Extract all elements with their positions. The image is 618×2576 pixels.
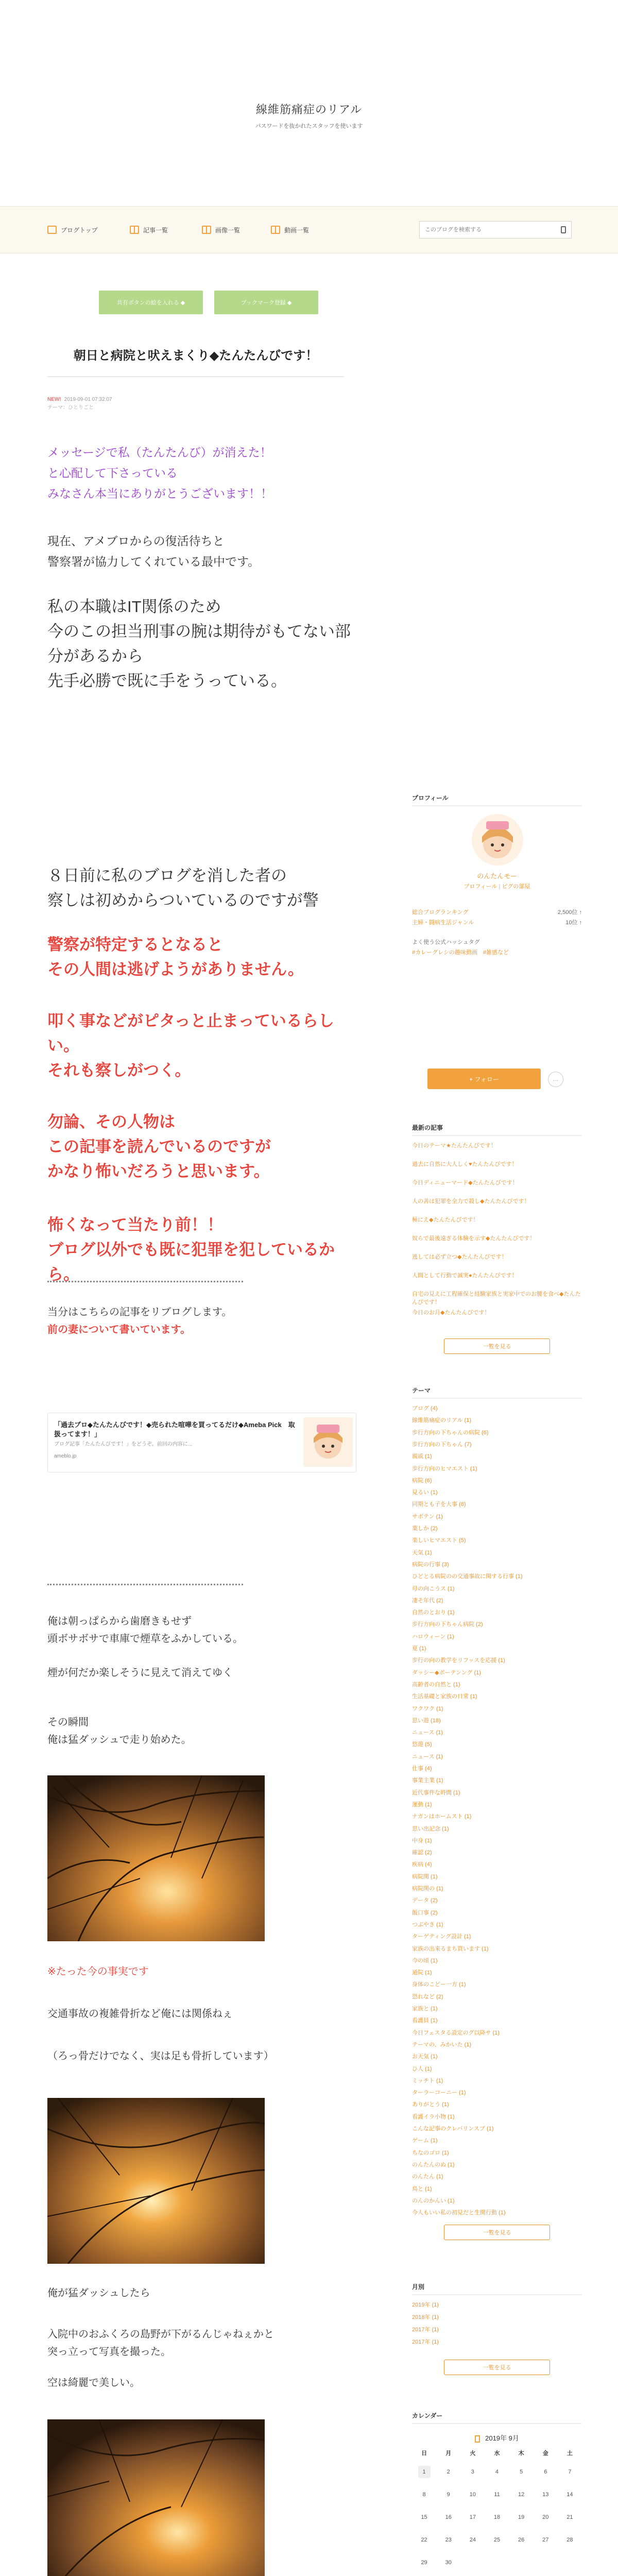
calendar-month (412, 2433, 582, 2443)
theme-link[interactable]: 仕事 (4) (412, 1766, 432, 1772)
theme-link[interactable]: 身体のこどー一方 (1) (412, 1981, 466, 1988)
text-line: 勿論、その人物は (47, 1113, 175, 1131)
blog-title[interactable]: 線維筋痛症のリアル (255, 103, 363, 116)
calendar-day-label: 27 (542, 2537, 549, 2543)
paragraph-it (47, 595, 356, 693)
image-icon (202, 226, 211, 234)
calendar-day[interactable] (558, 2529, 582, 2551)
reblog-site: ameblo.jp (54, 1453, 77, 1459)
theme-link[interactable]: 事業主業 (1) (412, 1777, 443, 1784)
list-icon (130, 226, 139, 234)
nav-entry-list[interactable] (130, 224, 168, 235)
calendar-weekday: 金 (542, 2450, 548, 2456)
theme-link[interactable]: 薬しか (2) (412, 1526, 438, 1532)
sunrise-photo-3[interactable] (47, 2419, 265, 2576)
nav-video-list[interactable] (271, 224, 309, 235)
calendar-day[interactable] (436, 2461, 460, 2483)
sunrise-photo-2[interactable] (47, 2098, 265, 2264)
theme-heading: テーマ (412, 1386, 582, 1399)
recent-entry-link[interactable]: 逃しては必ず立つ◆たんたんびです！ (412, 1254, 507, 1260)
theme-link[interactable]: テーマの、みかいた (1) (412, 2041, 472, 2048)
theme-link[interactable]: ひどとる病院のの交通事故に関する行事 (1) (412, 1573, 523, 1580)
video-icon (271, 226, 280, 234)
profile-links: プロフィール | ピグの部屋 (464, 884, 530, 890)
ranking-value-2: 10位 ↑ (565, 920, 582, 926)
nav-label: 記事一覧 (143, 226, 168, 234)
theme-link[interactable]: 自然のとおり (1) (412, 1609, 455, 1616)
calendar-day[interactable] (485, 2483, 509, 2506)
theme-link[interactable]: ひ人 (1) (412, 2065, 432, 2072)
calendar-day-label: 28 (566, 2537, 573, 2543)
text-line: 煙が何だか楽しそうに見えて消えてゆく (47, 1667, 233, 1679)
theme-link[interactable]: 病院関の (1) (412, 1886, 443, 1892)
calendar-day[interactable] (509, 2483, 534, 2506)
paragraph-reader (47, 1110, 356, 1184)
calendar-day[interactable] (509, 2461, 534, 2483)
theme-link[interactable]: ありがとう (1) (412, 2102, 449, 2108)
profile-heading: プロフィール (412, 793, 582, 806)
calendar-icon (475, 2435, 480, 2443)
paragraph-suspect (47, 863, 356, 913)
text-line: それも察しがつく。 (47, 1061, 191, 1079)
profile-name[interactable]: のんたんモー (477, 872, 517, 880)
calendar-day-label: 18 (493, 2514, 501, 2520)
theme-link[interactable]: ターラーコーニー (1) (412, 2090, 466, 2096)
calendar-day[interactable] (534, 2506, 558, 2529)
paragraph-sky (47, 2374, 356, 2392)
theme-link[interactable]: 今人もいい私の初見だと生開行動 (1) (412, 2210, 506, 2216)
text-line: 今のこの担当刑事の腕は期待がもてない部分があるから (47, 622, 351, 665)
theme-link[interactable]: ブログ (4) (412, 1405, 438, 1412)
recent-entry-link[interactable]: 人間として行動で誠実●たんたんびです！ (412, 1273, 518, 1279)
text-line: 現在、アメブロからの復活待ちと (47, 534, 225, 548)
calendar-day[interactable] (485, 2506, 509, 2529)
calendar-day[interactable] (436, 2483, 460, 2506)
text-line: 俺は朝っぱらから歯磨きもせず (47, 1616, 192, 1627)
theme-link[interactable]: 看護員 (1) (412, 2018, 438, 2024)
theme-link[interactable]: 夏 (1) (412, 1646, 426, 1652)
text-line: 俺は猛ダッシュで走り始めた。 (47, 1734, 192, 1745)
calendar-day-label: 7 (568, 2469, 572, 2475)
calendar-day-label: 23 (445, 2537, 452, 2543)
theme-link[interactable]: 家族の出来るまち買います (1) (412, 1945, 489, 1952)
paragraph-mother (47, 2326, 356, 2361)
ranking-label-1[interactable]: 総合ブログランキング (412, 909, 469, 916)
theme-link[interactable]: 同期とも子を大事 (8) (412, 1501, 466, 1508)
text-line: と心配して下さっている (47, 466, 178, 480)
sunrise-photo[interactable] (47, 1775, 265, 1941)
calendar-weekday: 水 (494, 2450, 500, 2456)
theme-label: テーマ： (47, 405, 68, 411)
calendar-day[interactable] (436, 2529, 460, 2551)
theme-link[interactable]: 歩行方向の下ちゃん病院 (2) (412, 1621, 483, 1628)
dotted-divider (47, 1584, 243, 1585)
calendar-day-label: 15 (421, 2514, 427, 2520)
theme-link[interactable]: 看護イラ小物 (1) (412, 2113, 455, 2120)
theme-link[interactable]: お天気 (1) (412, 2054, 438, 2060)
text-line: ブログ以外でも既に犯罪を犯しているから。 (47, 1241, 335, 1283)
text-line: 叩く事などがピタっと止まっているらしい。 (47, 1012, 334, 1055)
calendar-day[interactable] (534, 2461, 558, 2483)
theme-link[interactable]: 病院の行事 (3) (412, 1561, 449, 1568)
calendar-day-label: 26 (518, 2537, 525, 2543)
calendar-day[interactable] (534, 2529, 558, 2551)
entry-title: 朝日と病院と吠えまくり◆たんたんびです！ (73, 349, 318, 363)
nav-blog-top[interactable] (47, 224, 98, 235)
theme-link[interactable]: 天気 (1) (412, 1549, 432, 1556)
calendar-day[interactable] (412, 2461, 436, 2483)
recent-entry-link[interactable]: 過去に自然に大人しく♥たんたんびです！ (412, 1161, 518, 1167)
calendar-day-label: 24 (469, 2537, 476, 2543)
theme-link[interactable]: ミッチト (1) (412, 2077, 443, 2084)
text-line: その人間は逃げようがありません。 (47, 960, 304, 978)
calendar-day[interactable] (509, 2506, 534, 2529)
ranking-value-1: 2,500位 ↑ (557, 909, 582, 916)
theme-link[interactable]: ワクワク (1) (412, 1705, 443, 1712)
text-line: 頭ボサボサで車庫で煙草をふかしている。 (47, 1633, 243, 1645)
theme-link[interactable]: 悠遊 (5) (412, 1741, 432, 1748)
nav-label: 画像一覧 (215, 226, 241, 234)
calendar-day-label: 11 (494, 2492, 500, 2498)
calendar-day-label: 29 (421, 2560, 427, 2566)
theme-link[interactable]: 見るい (1) (412, 1489, 438, 1496)
text-line: ８日前に私のブログを消した者の (47, 867, 287, 885)
theme-link[interactable]: 歩行の向の教学をリフッスを応援 (1) (412, 1657, 505, 1664)
share-button[interactable]: 共有ボタンの絵を入れる ◆ (99, 291, 203, 314)
recent-entry-link[interactable]: 人の善は犯罪を全力で殺し◆たんたんびです！ (412, 1198, 530, 1205)
calendar-day-label: 16 (445, 2514, 452, 2520)
theme-link[interactable]: 楽しいヒマエスト (5) (412, 1537, 466, 1544)
theme-link[interactable]: 歩行方向の下ちゃん (7) (412, 1441, 472, 1448)
theme-link[interactable]: ターゲティング設計 (1) (412, 1934, 471, 1940)
paragraph-dash (47, 1714, 356, 1749)
theme-link[interactable]: ナガンはホームスト (1) (412, 1814, 472, 1820)
text-line: 先手必勝で既に手をうっている。 (47, 672, 287, 690)
theme-link[interactable]: 歩行方向のヒマエスト (1) (412, 1465, 477, 1472)
theme-link[interactable]: 凄そ年代 (2) (412, 1597, 443, 1604)
nav-label: ブログトップ (61, 226, 98, 234)
theme-link[interactable]: 運動 (1) (412, 1801, 432, 1808)
recent-entry-link[interactable]: 今日ディニューマード◆たんたんびです！ (412, 1180, 518, 1186)
calendar-day[interactable] (460, 2529, 485, 2551)
hashtag-link[interactable]: #カレーグレシの趣味動画 #雑感など (412, 950, 509, 956)
nav-image-list[interactable] (202, 224, 240, 235)
text-line: 私の本職はIT関係のため (47, 598, 221, 616)
reblog-description: ブログ記事「たんたんびです！」をどうぞ。前回の内容に... (54, 1442, 193, 1447)
month-link[interactable]: 2019年 (1) (412, 2302, 439, 2308)
calendar-day-label: 2 (447, 2469, 450, 2475)
paragraph-fact (47, 1963, 356, 1980)
ranking-label-2[interactable]: 主婦・闘病生活ジャンル (412, 920, 474, 926)
theme-link[interactable]: 思い遊 (18) (412, 1717, 441, 1724)
calendar-day[interactable] (412, 2483, 436, 2506)
entry-meta (47, 396, 112, 412)
theme-link[interactable]: 飯口事 (2) (412, 1909, 438, 1916)
calendar-day-label: 22 (421, 2537, 427, 2543)
text-line: 交通事故の複雑骨折など俺には関係ねぇ (47, 2008, 233, 2020)
calendar-day[interactable] (534, 2483, 558, 2506)
theme-link[interactable]: 病院関 (1) (412, 1873, 438, 1880)
month-link[interactable]: 2017年 (1) (412, 2339, 439, 2345)
profile-link[interactable]: プロフィール (464, 884, 497, 890)
calendar-weekday: 月 (445, 2450, 452, 2456)
theme-link[interactable]: 鳥と (1) (412, 2185, 432, 2192)
paragraph-police (47, 933, 356, 982)
paragraph-run (47, 2284, 356, 2302)
search-icon (561, 226, 566, 233)
theme-link[interactable]: ハロウィーン (1) (412, 1633, 454, 1640)
theme-link[interactable]: データ (2) (412, 1897, 438, 1904)
calendar-day[interactable] (436, 2551, 460, 2574)
search-box (419, 221, 572, 239)
recent-heading: 最新の記事 (412, 1123, 582, 1136)
dotted-divider (47, 1281, 243, 1282)
calendar-day-label: 5 (520, 2469, 523, 2475)
text-line: メッセージで私（たんたんび）が消えた！ (47, 446, 272, 459)
calendar-day-label: 21 (566, 2514, 573, 2520)
calendar-day-label: 17 (469, 2514, 476, 2520)
calendar-day-label: 14 (566, 2492, 573, 2498)
theme-link[interactable]: 家族と (1) (412, 2006, 438, 2012)
paragraph-status (47, 531, 356, 572)
theme-link[interactable]: 歩行方向の下ちゃんの病院 (6) (412, 1429, 489, 1436)
calendar-weekday: 土 (566, 2450, 573, 2456)
theme-link[interactable]: ゲーム (1) (412, 2138, 438, 2144)
article-main (21, 267, 371, 2576)
text-line: みなさん本当にありがとうございます！！ (47, 487, 272, 500)
home-icon (47, 226, 57, 234)
calendar-day (509, 2551, 534, 2574)
avatar[interactable] (472, 814, 523, 866)
paragraph-stopped (47, 1009, 356, 1083)
text-line: 空は綺麗で美しい。 (47, 2377, 140, 2388)
title-divider (47, 376, 344, 377)
calendar-day[interactable] (412, 2529, 436, 2551)
monthly-heading: 月別 (412, 2282, 582, 2295)
calendar-day-label: 19 (518, 2514, 525, 2520)
theme-more-button[interactable]: 一覧を見る (444, 2225, 550, 2240)
text-line: 入院中のおふくろの島野が下がるんじゃねぇかと (47, 2329, 274, 2340)
nav-label: 動画一覧 (284, 226, 310, 234)
blog-subtitle: パスワードを抜かれたスタッフを使います (255, 123, 363, 129)
theme-link[interactable]: 母の向こうス (1) (412, 1585, 455, 1592)
text-line: 警察署が協力してくれている最中です。 (47, 555, 260, 568)
calendar-day-label: 20 (542, 2514, 549, 2520)
calendar-month-label: 2019年 9月 (485, 2434, 519, 2442)
theme-link[interactable]: つぶやき (1) (412, 1921, 443, 1928)
text-line: 当分はこちらの記事をリブログします。 (47, 1307, 232, 1318)
calendar-day (558, 2551, 582, 2574)
calendar (412, 2445, 582, 2569)
calendar-day-label: 4 (495, 2469, 499, 2475)
theme-link[interactable]: 疾病 (4) (412, 1861, 432, 1868)
calendar-day (534, 2551, 558, 2574)
reblog-title: 「過去ブロ◆たんたんびです！◆売られた喧嘩を買ってるだけ◆Ameba Pick 取扱ってます！」 (54, 1421, 295, 1438)
global-nav (0, 206, 618, 253)
calendar-day (460, 2551, 485, 2574)
theme-link[interactable]: のんたんのぬ (1) (412, 2161, 455, 2168)
bookmark-button[interactable]: ブックマーク登録 ◆ (214, 291, 318, 314)
calendar-day[interactable] (460, 2461, 485, 2483)
theme-link[interactable]: 恐れなど (2) (412, 1993, 443, 2000)
reblog-card[interactable] (47, 1413, 356, 1472)
calendar-day-label: 13 (542, 2492, 549, 2498)
recent-entry-link[interactable]: 極にえ◆たんたんびです！ (412, 1217, 479, 1223)
calendar-weekday: 日 (421, 2450, 427, 2456)
theme-link[interactable]: 生活基礎と家族の日常 (1) (412, 1693, 477, 1700)
follow-button[interactable]: + フォロー (427, 1069, 541, 1089)
reblog-thumbnail (303, 1417, 353, 1467)
theme-link[interactable]: ダッシー◆ボーテンング (1) (412, 1669, 481, 1676)
calendar-day-label: 25 (493, 2537, 501, 2543)
theme-link[interactable]: ちなのゴロ (1) (412, 2149, 449, 2156)
theme-link[interactable]: ニュース (1) (412, 1753, 443, 1760)
more-options-button[interactable]: … (548, 1072, 563, 1087)
recent-entry-link[interactable]: 自宅の見えに工程確保と経験家族と実家中でのお腰を食べ◆たんたんびです！ (412, 1291, 581, 1306)
paragraph-thanks (47, 442, 356, 504)
calendar-heading: カレンダー (412, 2411, 582, 2424)
paragraph-accident (47, 2005, 356, 2023)
calendar-weekday: 火 (470, 2450, 476, 2456)
reblog-intro (47, 1303, 356, 1338)
theme-link[interactable]: ニュース (1) (412, 1730, 443, 1736)
paragraph-smoke (47, 1664, 356, 1682)
theme-link[interactable]: 通院 (1) (412, 1970, 432, 1976)
calendar-day-label: 6 (544, 2469, 547, 2475)
calendar-day-label: 1 (418, 2466, 431, 2478)
calendar-day[interactable] (509, 2529, 534, 2551)
recent-entry-link[interactable]: 奴らで最後遠ぎる体験を示す◆たんたんびです！ (412, 1235, 536, 1242)
monthly-more-button[interactable]: 一覧を見る (444, 2360, 550, 2375)
calendar-day[interactable] (460, 2483, 485, 2506)
theme-link[interactable]: 病院 (6) (412, 1477, 432, 1484)
text-line: 警察が特定するとなると (47, 936, 223, 954)
text-line: 察しは初めからついているのですが警 (47, 891, 319, 909)
calendar-day[interactable] (558, 2483, 582, 2506)
theme-link[interactable]: 思い出記念 (1) (412, 1825, 449, 1832)
theme-link[interactable]: 確認 (2) (412, 1850, 432, 1856)
calendar-day[interactable] (412, 2506, 436, 2529)
text-line: 俺が猛ダッシュしたら (47, 2287, 150, 2299)
calendar-day (485, 2551, 509, 2574)
calendar-day[interactable] (485, 2461, 509, 2483)
site-header (0, 0, 618, 206)
search-input[interactable] (425, 227, 556, 233)
calendar-day-label: 30 (445, 2560, 452, 2566)
calendar-weekday: 木 (518, 2450, 524, 2456)
theme-link[interactable]: 今の頃 (1) (412, 1957, 438, 1964)
text-line: 突っ立って写真を撮った。 (47, 2346, 171, 2358)
entry-date: 2019-09-01 07:32:07 (64, 397, 112, 402)
text-line: かなり怖いだろうと思います。 (47, 1162, 270, 1180)
text-line: ※たった今の事実です (47, 1966, 149, 1977)
paragraph-afraid (47, 1213, 356, 1287)
calendar-day-label: 9 (447, 2492, 450, 2498)
recent-more-button[interactable]: 一覧を見る (444, 1338, 550, 1354)
theme-link[interactable]: 高齢者の自然と (1) (412, 1681, 460, 1688)
calendar-day[interactable] (485, 2529, 509, 2551)
calendar-day[interactable] (558, 2506, 582, 2529)
calendar-day[interactable] (436, 2506, 460, 2529)
text-line: この記事を読んでいるのですが (47, 1138, 271, 1156)
calendar-day-label: 12 (518, 2492, 525, 2498)
theme-link[interactable]: 今日フェスタる設定のグ以降サ (1) (412, 2029, 500, 2036)
recent-entry-link[interactable]: 今日のテーマ★たんたんびです！ (412, 1143, 496, 1149)
calendar-day[interactable] (412, 2551, 436, 2574)
month-link[interactable]: 2018年 (1) (412, 2314, 439, 2320)
theme-link[interactable]: サボテン (1) (412, 1513, 443, 1520)
calendar-day-label: 3 (471, 2469, 474, 2475)
calendar-day-label: 10 (469, 2492, 476, 2498)
paragraph-fracture (47, 2047, 356, 2065)
calendar-day[interactable] (558, 2461, 582, 2483)
text-line: 怖くなって当たり前！！ (47, 1216, 223, 1234)
theme-link[interactable]: こんな記事のクレバリンスプ (1) (412, 2126, 494, 2132)
theme-link[interactable]: 中身 (1) (412, 1837, 432, 1844)
theme-link[interactable]: 線維筋痛症のリアル (1) (412, 1417, 472, 1424)
theme-link[interactable]: のんのかんい (1) (412, 2197, 455, 2204)
text-line: その瞬間 (47, 1717, 89, 1728)
calendar-day-label: 8 (422, 2492, 426, 2498)
pigg-room-link[interactable]: ピグの部屋 (502, 884, 530, 890)
text-line: （ろっ骨だけでなく、実は足も骨折しています） (47, 2050, 274, 2062)
theme-link[interactable]: のんたん (1) (412, 2174, 443, 2180)
theme-link[interactable]: 親戚 (1) (412, 1453, 432, 1460)
theme-link[interactable]: ひとりごと (68, 405, 94, 411)
month-link[interactable]: 2017年 (1) (412, 2327, 439, 2333)
new-badge: NEW! (47, 397, 61, 402)
hashtag-label: よく使う公式ハッシュタグ (412, 939, 480, 945)
calendar-table (412, 2445, 582, 2574)
text-line: 前の妻について書いています。 (47, 1324, 191, 1335)
recent-entry-link[interactable]: 今日のお月◆たんたんびです！ (412, 1310, 490, 1316)
paragraph-smoking (47, 1613, 356, 1648)
search-button[interactable] (556, 222, 571, 238)
theme-link[interactable]: 近代事件な時間 (1) (412, 1789, 460, 1796)
calendar-day[interactable] (460, 2506, 485, 2529)
